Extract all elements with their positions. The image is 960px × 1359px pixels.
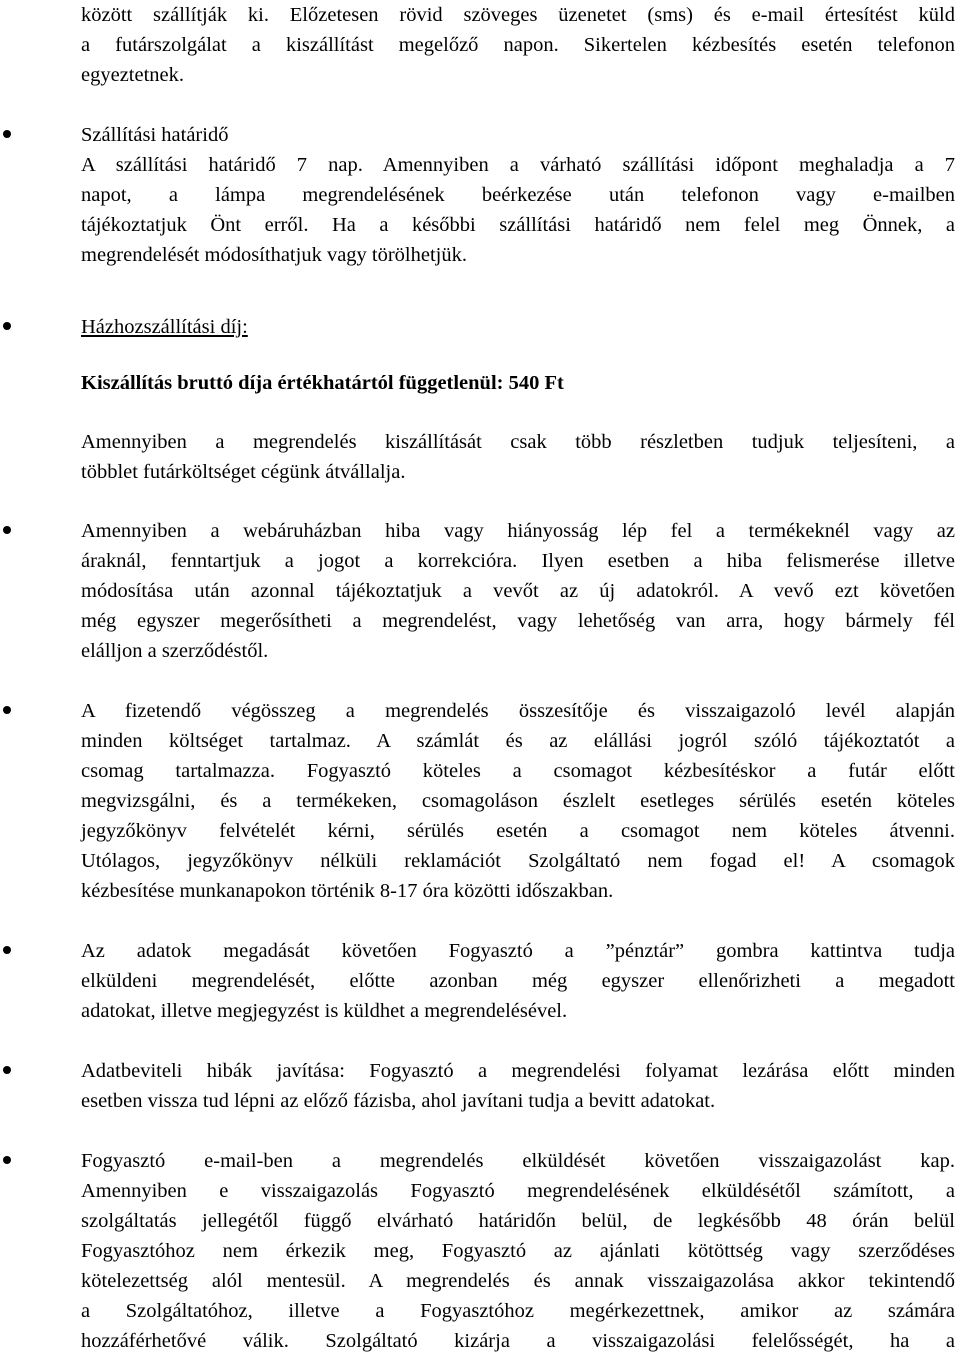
text-line: még egyszer megerősítheti a megrendelést, vagy lehetőség van arra, hogy bármely fél [81,610,955,632]
text-line: tájékoztatjuk Önt erről. Ha a későbbi szállítási határidő nem felel meg Önnek, a [81,214,955,236]
text-line: módosítása után azonnal tájékoztatjuk a vevőt az új adatokról. A vevő ezt követően [81,580,955,602]
delivery-fee-line [81,368,955,398]
shipping-deadline-section [81,120,955,270]
text-line: minden költséget tartalmaz. A számlát és az elállási jogról szóló tájékoztatót a [81,730,955,752]
text-line: Amennyiben e visszaigazolás Fogyasztó megrendelésének elküldésétől számított, a [81,1180,955,1202]
text-line: a futárszolgálat a kiszállítást megelőző napon. Sikertelen kézbesítés esetén telefonon [81,34,955,56]
delivery-fee-details [81,427,955,487]
intro-paragraph [81,0,955,90]
text-line: áraknál, fenntartjuk a jogot a korrekcióra. Ilyen esetben a hiba felismerése illetve [81,550,955,572]
text-line: Fogyasztóhoz nem érkezik meg, Fogyasztó az ajánlati kötöttség vagy szerződéses [81,1240,955,1262]
errors-section [81,516,955,666]
text-line: jegyzőkönyv felvételét kérni, sérülés esetén a csomagot nem köteles átvenni. [81,820,955,842]
delivery-fee-section [81,312,955,342]
text-line: között szállítják ki. Előzetesen rövid szöveges üzenetet (sms) és e-mail értesítést küld [81,4,955,26]
text-line: A fizetendő végösszeg a megrendelés összesítője és visszaigazoló levél alapján [81,700,955,722]
text-line: Adatbeviteli hibák javítása: Fogyasztó a megrendelési folyamat lezárása előtt minden [81,1060,955,1082]
total-amount-section [81,696,955,906]
confirmation-section [81,1146,955,1356]
text-line: Az adatok megadását követően Fogyasztó a ”pénztár” gombra kattintva tudja [81,940,955,962]
bullet-dot [3,706,11,714]
text-line: megvizsgálni, és a termékeken, csomagoláson észlelt esetleges sérülés esetén köteles [81,790,955,812]
text-line: a Szolgáltatóhoz, illetve a Fogyasztóhoz megérkezettnek, amikor az számára [81,1300,955,1322]
text-line: elálljon a szerződéstől. [81,640,269,662]
text-line: adatokat, illetve megjegyzést is küldhet a megrendelésével. [81,1000,568,1022]
text-line: kötelezettség alól mentesül. A megrendelés és annak visszaigazolása akkor tekintendő [81,1270,955,1292]
fee-text: Kiszállítás bruttó díja értékhatártól függetlenül: 540 Ft [81,372,564,394]
text-line: szolgáltatás jellegétől függő elvárható határidőn belül, de legkésőbb 48 órán belül [81,1210,955,1232]
input-errors-section [81,1056,955,1116]
text-line: Amennyiben a webáruházban hiba vagy hiányosság lép fel a termékeknél vagy az [81,520,955,542]
bullet-dot [3,1066,11,1074]
text-line: Fogyasztó e-mail-ben a megrendelés elküldését követően visszaigazolást kap. [81,1150,955,1172]
text-line: kézbesítése munkanapokon történik 8-17 óra közötti időszakban. [81,880,614,902]
text-line: egyeztetnek. [81,64,185,86]
text-line: A szállítási határidő 7 nap. Amennyiben a várható szállítási időpont meghaladja a 7 [81,154,955,176]
bullet-dot [3,526,11,534]
section-heading: Szállítási határidő [81,124,229,146]
text-line: csomag tartalmazza. Fogyasztó köteles a csomagot kézbesítéskor a futár előtt [81,760,955,782]
text-line: hozzáférhetővé válik. Szolgáltató kizárja a visszaigazolási felelősségét, ha a [81,1330,955,1352]
text-line: megrendelését módosíthatjuk vagy törölhetjük. [81,244,467,266]
text-line: esetben vissza tud lépni az előző fázisba, ahol javítani tudja a bevitt adatokat. [81,1090,716,1112]
bullet-dot [3,130,11,138]
bullet-dot [3,1156,11,1164]
text-line: elküldeni megrendelését, előtte azonban még egyszer ellenőrizheti a megadott [81,970,955,992]
text-line: többlet futárköltséget cégünk átvállalja. [81,461,406,483]
checkout-section [81,936,955,1026]
bullet-dot [3,322,11,330]
bullet-dot [3,946,11,954]
section-heading: Házhozszállítási díj: [81,316,248,338]
text-line: Amennyiben a megrendelés kiszállítását csak több részletben tudjuk teljesíteni, a [81,431,955,453]
text-line: napot, a lámpa megrendelésének beérkezése után telefonon vagy e-mailben [81,184,955,206]
text-line: Utólagos, jegyzőkönyv nélküli reklamációt Szolgáltató nem fogad el! A csomagok [81,850,955,872]
